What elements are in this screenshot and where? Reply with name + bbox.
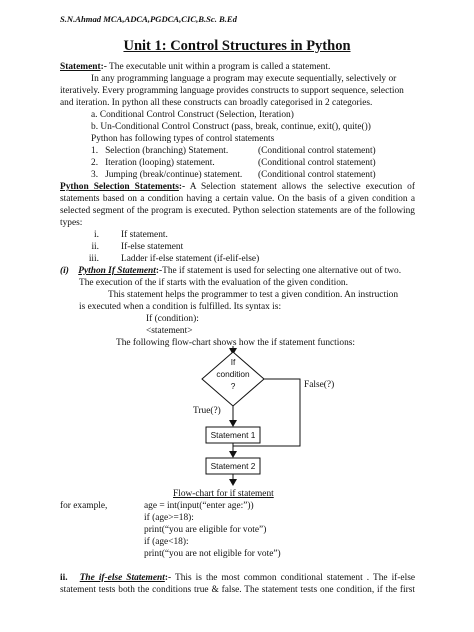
type-num: 3.: [91, 170, 99, 180]
if-section-sep: :-: [155, 266, 163, 276]
selection-line-2: statements based on a condition having a certain value. On the basis of a given condition a: [60, 194, 415, 204]
decision-text-3: ?: [230, 381, 236, 391]
false-label: False(?): [304, 380, 335, 390]
code-line-4: if (age<18):: [144, 537, 189, 547]
if-section-line-2: The execution of the if starts with the evaluation of the given condition.: [79, 278, 348, 288]
selection-line-3: selected segment of the program is executed. Python selection statements are of the following: [60, 206, 415, 216]
selection-item-text: If-else statement: [121, 242, 184, 252]
selection-item-text: Ladder if-else statement (if-elif-else): [121, 254, 260, 264]
ifelse-label: The if-else Statement: [79, 573, 165, 583]
statement-para-line-2: iteratively. Every programming language provides constructs to support sequence, selection: [60, 86, 404, 96]
code-line-1: age = int(input(“enter age:”)): [144, 501, 254, 511]
code-line-3: print(“you are eligible for vote”): [144, 525, 267, 535]
statement-para-line-1: In any programming language a program may execute sequentially, selectively or: [91, 74, 397, 84]
statement-1-text: Statement 1: [210, 430, 256, 440]
if-section-line-1-rest: The if statement is used for selecting one alternative out of two.: [162, 266, 402, 276]
decision-text-2: condition: [216, 369, 250, 379]
if-section-line-3: This statement helps the programmer to test a given condition. An instruction: [108, 290, 399, 300]
type-num: 2.: [91, 158, 99, 168]
true-label: True(?): [193, 406, 221, 416]
type-name: Iteration (looping) statement.: [105, 158, 215, 168]
example-label: for example,: [60, 501, 108, 511]
type-kind: (Conditional control statement): [258, 170, 376, 180]
selection-label: Python Selection Statements: [60, 182, 179, 192]
if-syntax-line-2: <statement>: [146, 326, 193, 336]
statement-label: Statement: [60, 62, 101, 72]
code-line-5: print(“you are not eligible for vote”): [144, 549, 281, 559]
statement-sep: :-: [100, 62, 107, 72]
type-kind: (Conditional control statement): [258, 146, 376, 156]
ifelse-line-2: statement tests both the conditions true & false. The statement tests one condition, if the first: [60, 585, 415, 595]
code-line-2: if (age>=18):: [144, 513, 194, 523]
flow-intro: The following flow-chart shows how the if statement functions:: [116, 338, 356, 348]
type-name: Selection (branching) Statement.: [105, 146, 229, 156]
if-syntax-line-1: If (condition):: [146, 314, 199, 324]
statement-para-line-3: and iteration. In python all these constructs can broadly categorised in 2 categories.: [60, 98, 373, 108]
page-title: Unit 1: Control Structures in Python: [123, 38, 351, 54]
selection-line-1-rest: A Selection statement allows the selective execution of: [185, 182, 415, 192]
type-name: Jumping (break/continue) statement.: [105, 170, 243, 180]
decision-text-1: If: [230, 357, 236, 367]
if-section-line-4: is executed when a condition is fulfilled. Its syntax is:: [79, 302, 282, 312]
if-section-label: Python If Statement: [78, 266, 156, 276]
selection-item-num: iii.: [88, 254, 99, 264]
selection-sep: :-: [178, 182, 186, 192]
flowchart-caption: Flow-chart for if statement: [173, 489, 274, 499]
ifelse-num: ii.: [60, 573, 68, 583]
selection-line-4: types:: [60, 218, 83, 228]
category-b: b. Un-Conditional Control Construct (pass, break, continue, exit(), quite()): [91, 122, 371, 132]
ifelse-line-1-rest: This is the most common conditional statement . The if-else: [171, 573, 416, 583]
selection-item-num: i.: [94, 230, 99, 240]
type-num: 1.: [91, 146, 99, 156]
selection-item-text: If statement.: [121, 230, 168, 240]
types-intro: Python has following types of control statements: [91, 134, 275, 144]
page-header: S.N.Ahmad MCA,ADCA,PGDCA,CIC,B.Sc. B.Ed: [60, 14, 237, 24]
ifelse-sep: :-: [164, 573, 172, 583]
ifelse-line-1: [60, 573, 415, 584]
if-section-num: (i): [60, 266, 69, 276]
selection-item-num: ii.: [91, 242, 99, 252]
statement-2-text: Statement 2: [210, 461, 256, 471]
type-kind: (Conditional control statement): [258, 158, 376, 168]
category-a: a. Conditional Control Construct (Selection, Iteration): [91, 110, 294, 120]
statement-definition: The executable unit within a program is called a statement.: [106, 62, 331, 72]
